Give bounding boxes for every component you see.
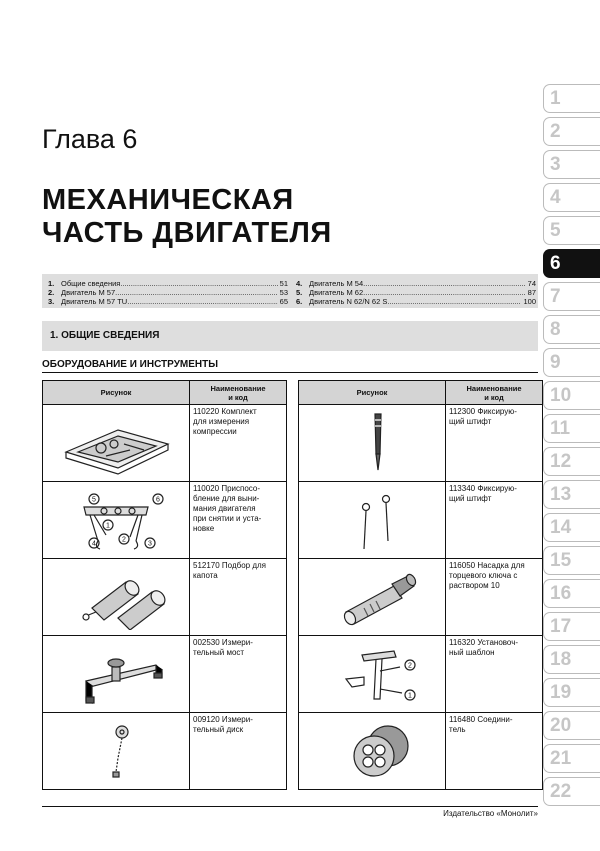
hood-support-image (43, 559, 190, 636)
subsection-heading: ОБОРУДОВАНИЕ И ИНСТРУМЕНТЫ (42, 359, 538, 373)
chapter-tab-7[interactable]: 7 (543, 282, 600, 311)
chapter-tab-11[interactable]: 11 (543, 414, 600, 443)
header-name: Наименование и код (446, 381, 543, 405)
chapter-tab-20[interactable]: 20 (543, 711, 600, 740)
toc-label: Двигатель М 62 (309, 288, 364, 297)
toc-item[interactable] (48, 288, 288, 297)
chapter-tab-5[interactable]: 5 (543, 216, 600, 245)
setting-template-image (299, 636, 446, 713)
chapter-title-line2: ЧАСТЬ ДВИГАТЕЛЯ (42, 217, 332, 249)
toc-num: 5. (296, 288, 303, 297)
table-row (299, 559, 543, 636)
header-name-line1: Наименование (210, 383, 266, 393)
socket-adapter-image (299, 559, 446, 636)
tool-description: 113340 Фиксирую- щий штифт (446, 482, 543, 559)
callout-2: 2 (122, 536, 126, 544)
toc-item[interactable] (296, 297, 536, 306)
table-row (43, 559, 287, 636)
toc-label: Общие сведения (61, 279, 121, 288)
toc-item[interactable] (296, 288, 536, 297)
toc-page: 53 (279, 288, 288, 297)
chapter-tab-22[interactable]: 22 (543, 777, 600, 806)
chapter-tab-15[interactable]: 15 (543, 546, 600, 575)
table-row (43, 713, 287, 790)
table-header-row (43, 381, 287, 405)
header-picture: Рисунок (299, 381, 446, 405)
toc-label: Двигатель М 57 TU (61, 297, 128, 306)
chapter-tab-12[interactable]: 12 (543, 447, 600, 476)
chapter-tab-13[interactable]: 13 (543, 480, 600, 509)
toc-page: 51 (279, 279, 288, 288)
chapter-tab-18[interactable]: 18 (543, 645, 600, 674)
callout-3: 3 (148, 540, 152, 548)
tool-description: 009120 Измери- тельный диск (190, 713, 287, 790)
table-header-row (299, 381, 543, 405)
table-row (299, 482, 543, 559)
toc-column-left (48, 279, 288, 306)
header-picture: Рисунок (43, 381, 190, 405)
section-heading (42, 321, 538, 351)
toc-num: 2. (48, 288, 55, 297)
toc-num: 4. (296, 279, 303, 288)
publisher-footer: Издательство «Монолит» (443, 809, 538, 818)
engine-lift-tool-image (43, 482, 190, 559)
toc-item[interactable] (296, 279, 536, 288)
chapter-tab-1[interactable]: 1 (543, 84, 600, 113)
toc-column-right (296, 279, 536, 306)
tools-table-left (42, 380, 287, 790)
toc-label: Двигатель М 54 (309, 279, 364, 288)
chapter-tab-8[interactable]: 8 (543, 315, 600, 344)
chapter-title (42, 184, 332, 250)
callout-1: 1 (106, 522, 110, 530)
toc-num: 3. (48, 297, 55, 306)
chapter-tab-16[interactable]: 16 (543, 579, 600, 608)
table-row (299, 713, 543, 790)
table-row (43, 636, 287, 713)
toc-num: 1. (48, 279, 55, 288)
compression-kit-image (43, 405, 190, 482)
chapter-number: Глава 6 (42, 124, 138, 154)
header-name (190, 381, 287, 405)
callout-6: 6 (156, 496, 160, 504)
locking-pin-image (299, 405, 446, 482)
tool-description: 116480 Соедини- тель (446, 713, 543, 790)
callout-5: 5 (92, 496, 96, 504)
locking-pin-pair-image (299, 482, 446, 559)
toc-label: Двигатель М 57 (61, 288, 116, 297)
tool-description: 110020 Приспосо- бление для выни- мания двигателя при снятии и уста- новке (190, 482, 287, 559)
toc-item[interactable] (48, 297, 288, 306)
tools-table-right (298, 380, 543, 790)
chapter-title-line1: МЕХАНИЧЕСКАЯ (42, 184, 294, 216)
toc-page: 65 (279, 297, 288, 306)
chapter-tab-21[interactable]: 21 (543, 744, 600, 773)
connector-image (299, 713, 446, 790)
chapter-tabs (543, 84, 600, 810)
callout-2: 2 (408, 662, 412, 670)
measuring-bridge-image (43, 636, 190, 713)
table-row (299, 636, 543, 713)
chapter-tab-17[interactable]: 17 (543, 612, 600, 641)
tool-description: 512170 Подбор для капота (190, 559, 287, 636)
table-row (43, 405, 287, 482)
chapter-tab-10[interactable]: 10 (543, 381, 600, 410)
chapter-tab-19[interactable]: 19 (543, 678, 600, 707)
table-row (43, 482, 287, 559)
section-title: 1. ОБЩИЕ СВЕДЕНИЯ (50, 330, 160, 341)
header-name-line2: и код (228, 392, 248, 402)
measuring-disk-image (43, 713, 190, 790)
chapter-tab-3[interactable]: 3 (543, 150, 600, 179)
tool-description: 110220 Комплект для измерения компрессии (190, 405, 287, 482)
toc-page: 74 (527, 279, 536, 288)
chapter-tab-14[interactable]: 14 (543, 513, 600, 542)
callout-1: 1 (408, 692, 412, 700)
toc-page: 87 (527, 288, 536, 297)
tool-description: 116050 Насадка для торцевого ключа с раствором 10 (446, 559, 543, 636)
callout-4: 4 (92, 540, 96, 548)
chapter-tab-2[interactable]: 2 (543, 117, 600, 146)
tool-description: 002530 Измери- тельный мост (190, 636, 287, 713)
tool-description: 116320 Установоч- ный шаблон (446, 636, 543, 713)
footer-divider (42, 806, 538, 807)
toc-label: Двигатель N 62/N 62 S (309, 297, 388, 306)
chapter-tab-6-active[interactable]: 6 (543, 249, 600, 278)
chapter-tab-4[interactable]: 4 (543, 183, 600, 212)
tool-description: 112300 Фиксирую- щий штифт (446, 405, 543, 482)
table-row (299, 405, 543, 482)
toc-item[interactable] (48, 279, 288, 288)
table-of-contents (42, 274, 538, 308)
toc-page: 100 (523, 297, 536, 306)
toc-num: 6. (296, 297, 303, 306)
chapter-tab-9[interactable]: 9 (543, 348, 600, 377)
